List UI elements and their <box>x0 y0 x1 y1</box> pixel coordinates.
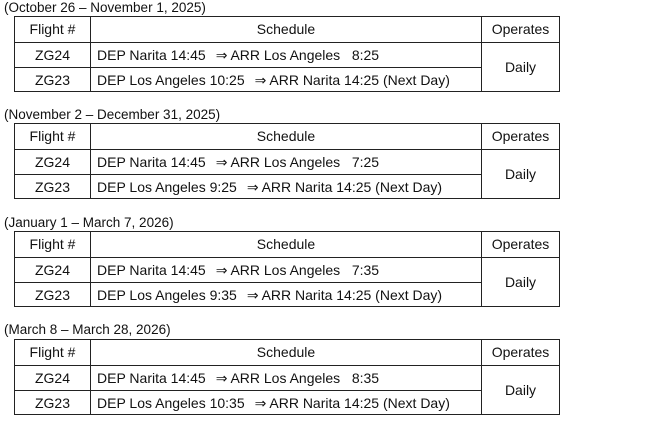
header-operates: Operates <box>481 124 559 149</box>
header-flight: Flight # <box>29 236 76 252</box>
schedule-table <box>14 339 560 415</box>
arrival-text: ARR Los Angeles 7:35 <box>230 262 380 278</box>
period-label: (November 2 – December 31, 2025) <box>4 107 221 122</box>
arrival-text: ARR Narita 14:25 (Next Day) <box>269 72 450 88</box>
header-schedule: Schedule <box>90 124 481 149</box>
arrival-text: ARR Narita 14:25 (Next Day) <box>269 395 450 411</box>
schedule-cell <box>90 42 481 67</box>
arrow-icon: ⇒ <box>215 47 228 63</box>
schedule-table <box>14 16 560 92</box>
operates-value: Daily <box>481 365 559 414</box>
departure-text: DEP Los Angeles 9:35 <box>97 287 237 303</box>
header-schedule: Schedule <box>90 17 481 42</box>
period-label: (October 26 – November 1, 2025) <box>4 0 206 15</box>
flight-number: ZG23 <box>15 174 90 198</box>
header-flight: Flight # <box>29 128 76 144</box>
schedule-table <box>14 123 560 199</box>
arrival-text: ARR Los Angeles 7:25 <box>230 154 380 170</box>
period-label: (January 1 – March 7, 2026) <box>4 215 174 230</box>
header-flight: Flight # <box>29 21 76 37</box>
arrow-icon: ⇒ <box>254 395 267 411</box>
arrow-icon: ⇒ <box>215 370 228 386</box>
flight-number: ZG24 <box>15 257 90 282</box>
flight-number: ZG23 <box>15 282 90 306</box>
arrow-icon: ⇒ <box>254 72 267 88</box>
schedule-table <box>14 231 560 307</box>
operates-value: Daily <box>481 42 559 91</box>
departure-text: DEP Narita 14:45 <box>97 47 206 63</box>
arrival-text: ARR Narita 14:25 (Next Day) <box>261 287 443 303</box>
arrow-icon: ⇒ <box>215 154 228 170</box>
header-schedule: Schedule <box>90 340 481 365</box>
header-flight: Flight # <box>29 344 76 360</box>
departure-text: DEP Los Angeles 10:25 <box>97 72 245 88</box>
schedule-cell <box>90 365 481 390</box>
schedule-cell <box>90 67 481 91</box>
arrow-icon: ⇒ <box>246 287 259 303</box>
flight-number: ZG24 <box>15 365 90 390</box>
period-label: (March 8 – March 28, 2026) <box>4 322 171 337</box>
header-operates: Operates <box>481 17 559 42</box>
flight-number: ZG24 <box>15 149 90 174</box>
arrow-icon: ⇒ <box>246 179 259 195</box>
departure-text: DEP Los Angeles 10:35 <box>97 395 245 411</box>
header-schedule: Schedule <box>90 232 481 257</box>
departure-text: DEP Narita 14:45 <box>97 154 206 170</box>
header-operates: Operates <box>481 232 559 257</box>
departure-text: DEP Narita 14:45 <box>97 370 206 386</box>
operates-value: Daily <box>481 149 559 198</box>
flight-number: ZG23 <box>15 67 90 91</box>
arrival-text: ARR Los Angeles 8:25 <box>230 47 380 63</box>
schedule-cell <box>90 390 481 414</box>
arrival-text: ARR Narita 14:25 (Next Day) <box>261 179 443 195</box>
arrival-text: ARR Los Angeles 8:35 <box>230 370 380 386</box>
header-operates: Operates <box>481 340 559 365</box>
schedule-cell <box>90 282 481 306</box>
departure-text: DEP Los Angeles 9:25 <box>97 179 237 195</box>
flight-number: ZG24 <box>15 42 90 67</box>
schedule-cell <box>90 257 481 282</box>
arrow-icon: ⇒ <box>215 262 228 278</box>
flight-number: ZG23 <box>15 390 90 414</box>
operates-value: Daily <box>481 257 559 306</box>
schedule-cell <box>90 174 481 198</box>
schedule-cell <box>90 149 481 174</box>
departure-text: DEP Narita 14:45 <box>97 262 206 278</box>
